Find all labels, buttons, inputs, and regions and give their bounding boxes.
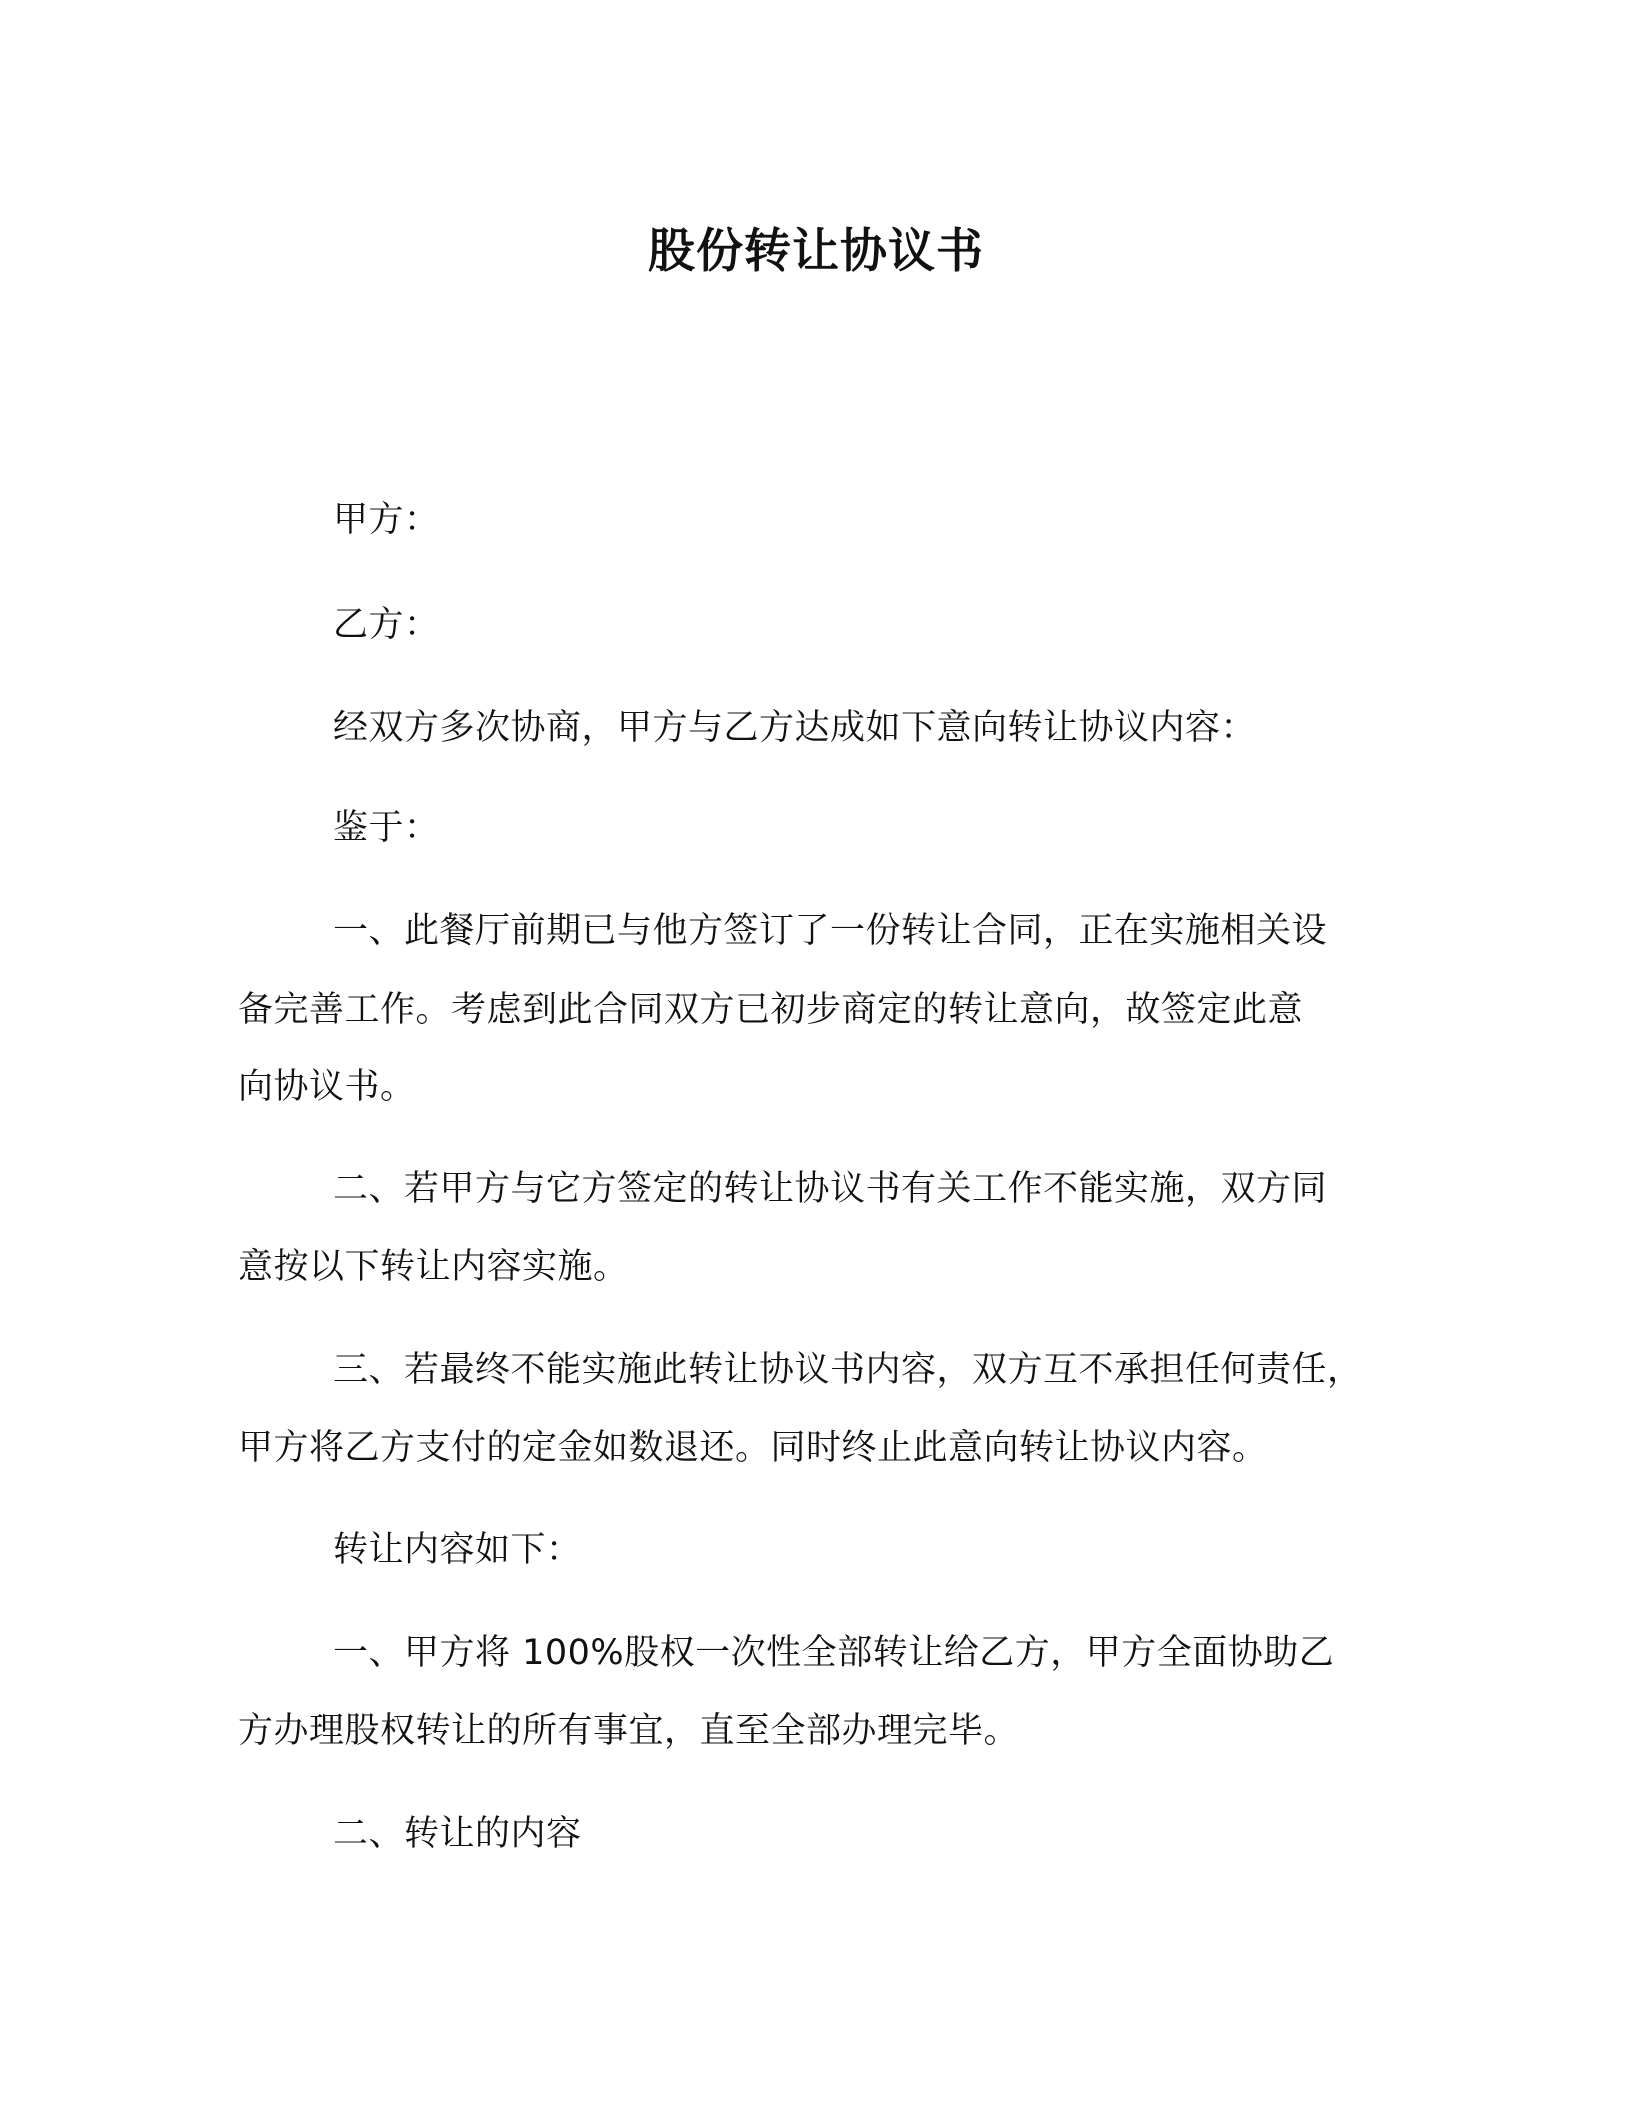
- whereas-item-2-line-2: 意按以下转让内容实施。: [238, 1247, 629, 1287]
- document-title: 股份转让协议书: [648, 224, 984, 279]
- whereas-item-3-line-2: 甲方将乙方支付的定金如数退还。同时终止此意向转让协议内容。: [238, 1428, 1268, 1468]
- whereas-item-1-line-1: 一、此餐厅前期已与他方签订了一份转让合同，正在实施相关设: [333, 911, 1328, 951]
- whereas-item-1-line-2: 备完善工作。考虑到此合同双方已初步商定的转让意向，故签定此意: [238, 990, 1304, 1030]
- whereas-item-3-line-1: 三、若最终不能实施此转让协议书内容，双方互不承担任何责任，: [333, 1350, 1363, 1390]
- whereas-item-1-line-3: 向协议书。: [238, 1067, 416, 1107]
- preamble-text: 经双方多次协商，甲方与乙方达成如下意向转让协议内容：: [333, 708, 1257, 748]
- whereas-label: 鉴于：: [333, 808, 440, 848]
- whereas-item-2-line-1: 二、若甲方与它方签定的转让协议书有关工作不能实施，双方同: [333, 1169, 1328, 1209]
- transfer-item-1-line-1: 一、甲方将 100%股权一次性全部转让给乙方，甲方全面协助乙: [333, 1633, 1335, 1673]
- transfer-item-2-line-1: 二、转让的内容: [333, 1814, 582, 1854]
- transfer-label: 转让内容如下：: [333, 1530, 582, 1570]
- transfer-item-1-line-2: 方办理股权转让的所有事宜，直至全部办理完毕。: [238, 1711, 1020, 1751]
- party-b-label: 乙方：: [333, 605, 440, 645]
- party-a-label: 甲方：: [333, 500, 440, 540]
